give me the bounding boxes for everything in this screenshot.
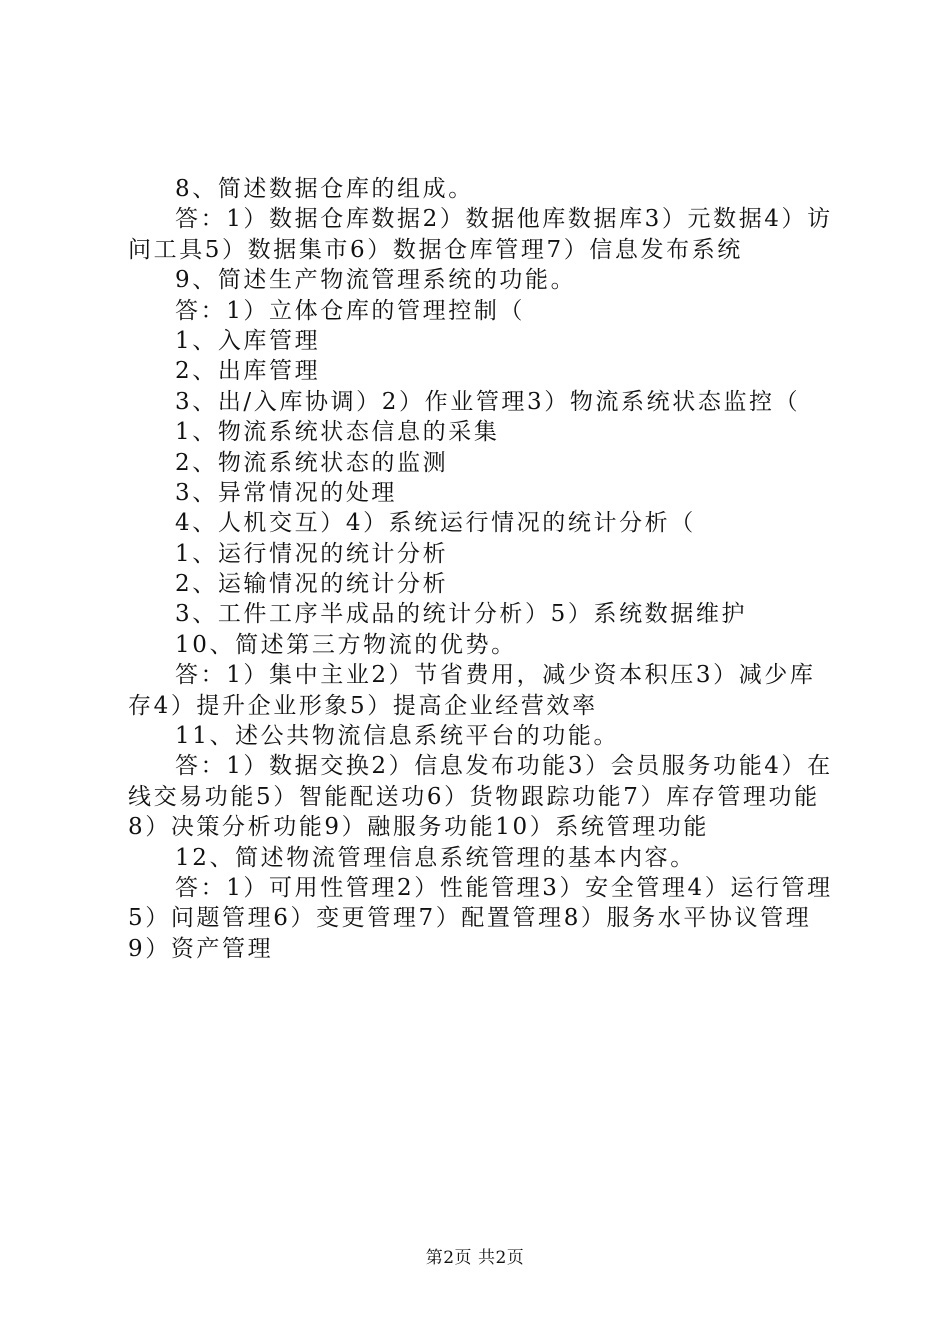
document-line: 1、入库管理 <box>175 327 321 354</box>
document-line: 1、物流系统状态信息的采集 <box>175 419 500 446</box>
document-line: 答：1）数据交换2）信息发布功能3）会员服务功能4）在 <box>175 753 833 780</box>
document-line: 10、简述第三方物流的优势。 <box>175 631 517 658</box>
document-line: 线交易功能5）智能配送功6）货物跟踪功能7）库存管理功能 <box>128 783 820 810</box>
document-line: 答：1）可用性管理2）性能管理3）安全管理4）运行管理 <box>175 874 833 901</box>
document-line: 问工具5）数据集市6）数据仓库管理7）信息发布系统 <box>128 236 743 263</box>
document-line: 3、异常情况的处理 <box>175 479 398 506</box>
document-line: 2、出库管理 <box>175 358 321 385</box>
document-line: 答：1）集中主业2）节省费用，减少资本积压3）减少库 <box>175 662 816 689</box>
document-line: 答：1）数据仓库数据2）数据他库数据库3）元数据4）访 <box>175 206 833 233</box>
document-line: 存4）提升企业形象5）提高企业经营效率 <box>128 692 598 719</box>
document-line: 9）资产管理 <box>128 935 274 962</box>
document-line: 5）问题管理6）变更管理7）配置管理8）服务水平协议管理 <box>128 905 812 932</box>
document-line: 2、运输情况的统计分析 <box>175 571 449 598</box>
document-line: 9、简述生产物流管理系统的功能。 <box>175 267 577 294</box>
document-line: 3、工件工序半成品的统计分析）5）系统数据维护 <box>175 601 748 628</box>
document-line: 3、出/入库协调）2）作业管理3）物流系统状态监控（ <box>175 388 801 415</box>
document-line: 11、述公共物流信息系统平台的功能。 <box>175 723 620 750</box>
document-line: 1、运行情况的统计分析 <box>175 540 449 567</box>
document-line: 2、物流系统状态的监测 <box>175 449 449 476</box>
document-line: 12、简述物流管理信息系统管理的基本内容。 <box>175 844 696 871</box>
document-line: 答：1）立体仓库的管理控制（ <box>175 297 526 324</box>
document-line: 8）决策分析功能9）融服务功能10）系统管理功能 <box>128 814 709 841</box>
document-line: 8、简述数据仓库的组成。 <box>175 176 474 202</box>
document-line: 4、人机交互）4）系统运行情况的统计分析（ <box>175 510 696 537</box>
page-footer: 第2页 共2页 <box>425 1248 525 1268</box>
document-body <box>128 174 833 964</box>
